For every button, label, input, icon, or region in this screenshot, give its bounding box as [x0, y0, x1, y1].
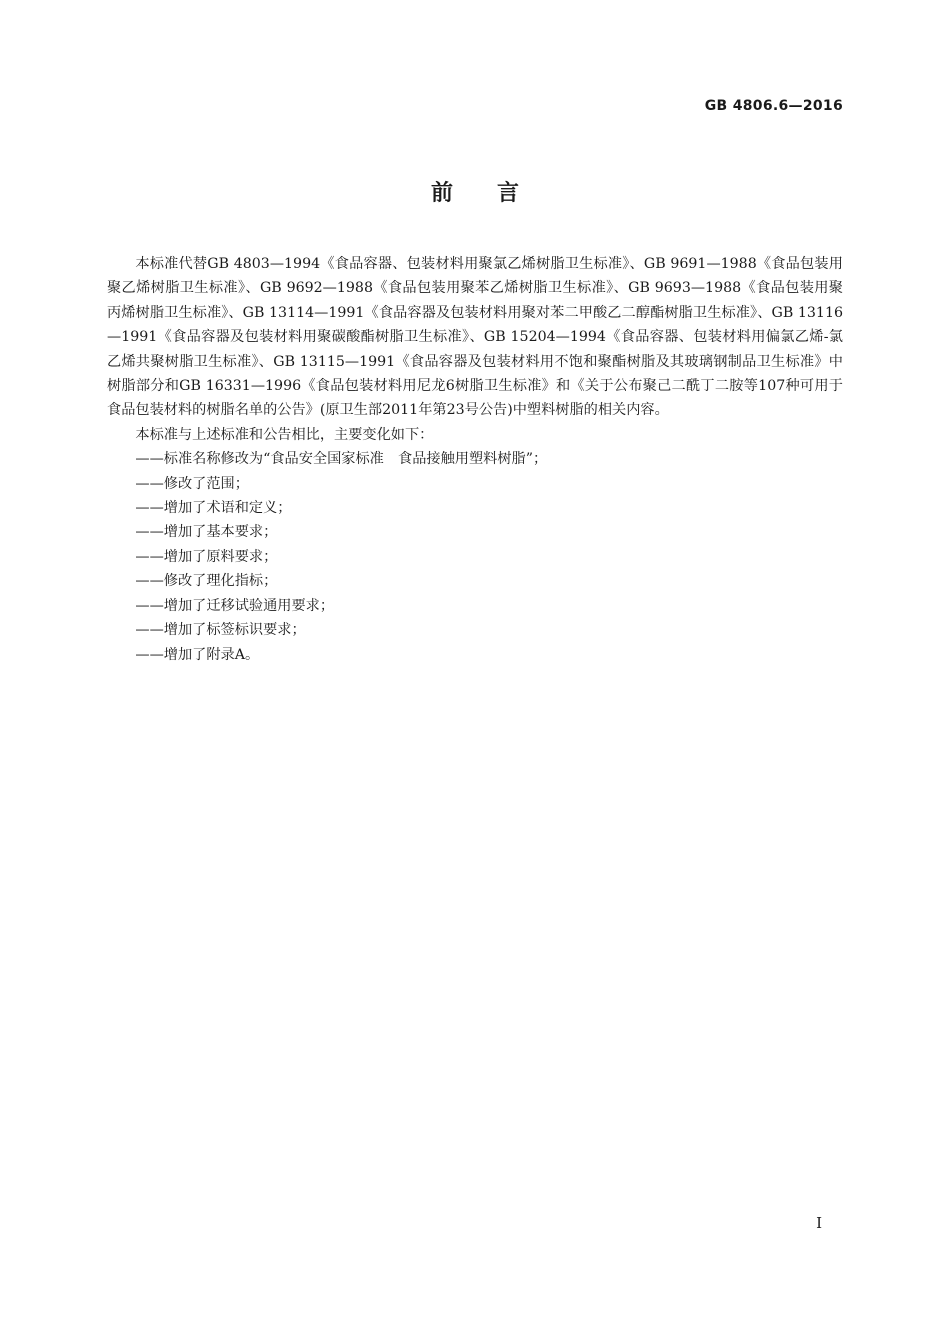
changes-list [107, 447, 843, 667]
list-item: ——增加了基本要求； [135, 524, 278, 541]
list-item: ——修改了范围； [135, 475, 249, 492]
preface-content [107, 252, 843, 667]
page-title: 前言 [430, 181, 563, 206]
page-number: I [816, 1214, 822, 1232]
changes-intro: 本标准与上述标准和公告相比，主要变化如下： [135, 426, 434, 443]
standard-code: GB 4806.6—2016 [704, 98, 843, 114]
list-item: ——修改了理化指标； [135, 573, 278, 590]
list-item: ——增加了标签标识要求； [135, 622, 306, 639]
list-item: ——增加了附录A。 [135, 646, 260, 663]
replacement-paragraph: 本标准代替GB 4803—1994《食品容器、包装材料用聚氯乙烯树脂卫生标准》、GB 9691—1988《食品包装用聚乙烯树脂卫生标准》、GB 9692—1988《食品包装用聚苯乙烯树脂卫生标准》、GB 9693—1988《食品包装用聚丙烯树脂卫生标准》、GB 13114—1991《食品容器及包装材料用聚对苯二甲酸乙二醇酯树脂卫生标准》、GB 13116—1991《食品容器及包装材料用聚碳酸酯树脂卫生标准》、GB 15204—1994《食品容器、包装材料用偏氯乙烯-氯乙烯共聚树脂卫生标准》、GB 13115—1991《食品容器及包装材料用不饱和聚酯树脂及其玻璃钢制品卫生标准》中树脂部分和GB 16331—1996《食品包装材料用尼龙6树脂卫生标准》和《关于公布聚己二酰丁二胺等107种可用于食品包装材料的树脂名单的公告》(原卫生部2011年第23号公告)中塑料树脂的相关内容。 [107, 256, 843, 419]
list-item: ——标准名称修改为“食品安全国家标准 食品接触用塑料树脂”； [135, 451, 548, 468]
list-item: ——增加了术语和定义； [135, 500, 292, 517]
list-item: ——增加了原料要求； [135, 548, 278, 565]
list-item: ——增加了迁移试验通用要求； [135, 597, 335, 614]
